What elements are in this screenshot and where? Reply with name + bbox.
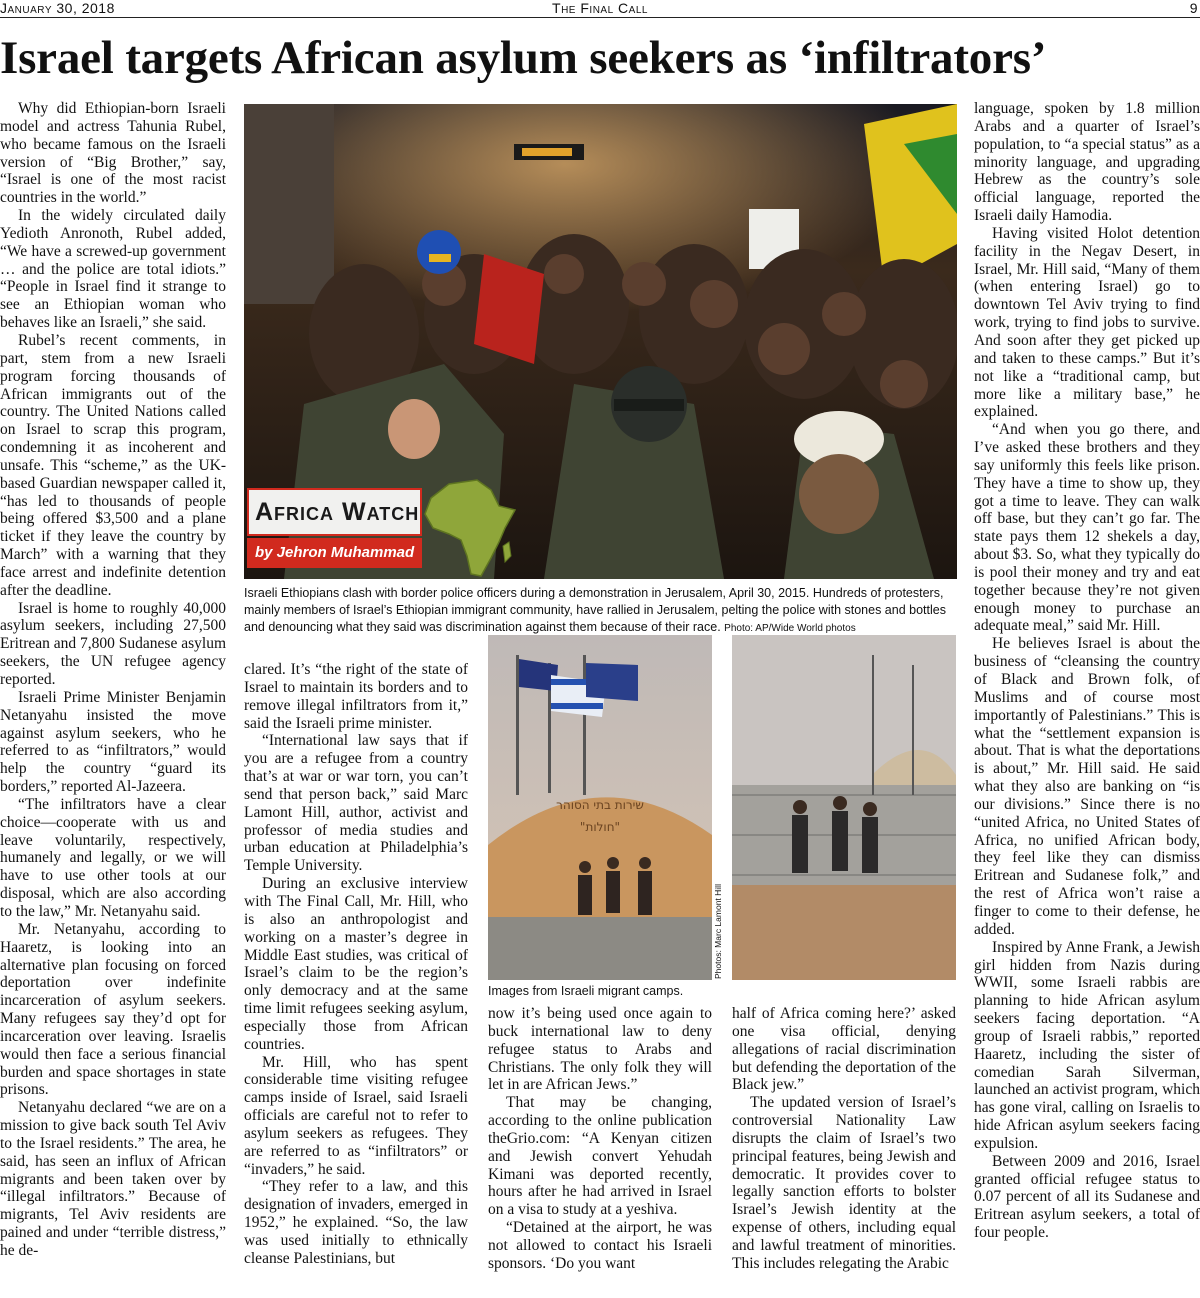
paragraph: Having visited Holot detention facility in the Negav Desert, in Israel, Mr. Hill said, “Many of them (when entering Israel) go to downtown Tel Aviv trying to find work, trying to find jobs to survive. And soon after they get picked up and taken to these camps.” But it’s not like a “traditional camp, but more like a military base,” he explained. [974,224,1200,421]
camp-photo-walkers [732,635,956,980]
article-column-4 [732,1005,956,1298]
folio-bar [0,0,1200,18]
publication-name: The Final Call [552,0,648,16]
issue-date: January 30, 2018 [0,0,115,16]
author-byline: by Jehron Muhammad [255,544,415,561]
paragraph: “They refer to a law, and this designation of invaders, emerged in 1952,” he explained. “So, the law was used initially to ethnically cleanse Palestinians, but [244,1178,468,1267]
camp-photo-credit-text: Photos: Marc Lamont Hill [713,884,723,979]
paragraph: In the widely circulated daily Yedioth Anronoth, Rubel added, “We have a screwed-up government … and the police are total idiots.” “People in Israel find it strange to see an Ethiopian woman who behaves like an Israeli,” she said. [0,207,226,332]
article-column-3 [488,1005,712,1298]
sign-line-2: "חולות" [579,820,621,834]
paragraph: clared. It’s “the right of the state of Israel to maintain its borders and to remove illegal infiltrators from it,” said the Israeli prime minister. [244,661,468,732]
camp-photos-caption: Images from Israeli migrant camps. [488,984,684,998]
paragraph: “The infiltrators have a clear choice—cooperate with us and leave voluntarily, respectively, humanely and legally, or we will have to use other tools at our disposal, which are also according to the law,” Mr. Netanyahu said. [0,795,226,920]
badge-title-panel [247,488,422,536]
article-column-2 [244,661,468,1298]
paragraph: He believes Israel is about the business of “cleansing the country of Black and Brown folk, of Muslims and of course most importantly of Palestinians.” This is what the “settlement expansion is about. That is what the deportations is about,” Mr. Hill said. He said what they also are banking on “is our divisions.” Since there is no “united Africa, no United States of Africa, no unified African body, they feel like they can dismiss Eritrean and Sudanese folk,” and the rest of Africa won’t raise a finger to come to their defense, he added. [974,635,1200,938]
badge-byline-panel [247,538,422,568]
camp-photo-walkers-illustration [732,635,956,980]
paragraph: Inspired by Anne Frank, a Jewish girl hidden from Nazis during WWII, some Israeli rabbis are planning to hide African asylum seekers facing deportation. “A group of Israeli rabbis,” reported Haaretz, including the sister of comedian Sarah Silverman, launched an activist program, which has gone viral, calling on Israelis to hide African asylum seekers facing expulsion. [974,938,1200,1152]
camp-photo-flags [488,635,712,980]
paragraph: now it’s being used once again to buck international law to deny refugee status to Arabs and Christians. The only folk they will let in are African Jews.” [488,1005,712,1094]
paragraph: Why did Ethiopian-born Israeli model and actress Tahunia Rubel, who became famous on the Israeli version of “Big Brother,” say, “Israel is one of the most racist countries in the world.” [0,100,226,207]
paragraph: language, spoken by 1.8 million Arabs and a quarter of Israel’s population, to “a special status” as a minority language, and upgrading Hebrew as the country’s sole official language, reported the Israeli daily Hamodia. [974,100,1200,225]
paragraph: “Detained at the airport, he was not allowed to contact his Israeli sponsors. ‘Do you want [488,1219,712,1272]
paragraph: That may be changing, according to the online publication theGrio.com: “A Kenyan citizen and Jewish convert Yehudah Kimani was deported recently, hours after he had arrived in Israel on a visa to study at a yeshiva. [488,1094,712,1219]
paragraph: Israeli Prime Minister Benjamin Netanyahu insisted the move against asylum seekers, who he referred to as “infiltrators,” would help the country “guard its borders,” reported Al-Jazeera. [0,688,226,796]
africa-map-icon [419,476,519,580]
camp-photo-credit [712,880,724,980]
paragraph: Mr. Netanyahu, according to Haaretz, is looking into an alternative plan focusing on forced deportation over indefinite incarceration of asylum seekers. Many refugees say they’d opt for incarceration over leaving. Israelis would then face a serious financial burden and space shortages in state prisons. [0,920,226,1099]
caption-text: Israeli Ethiopians clash with border police officers during a demonstration in Jerusalem, April 30, 2015. Hundreds of protesters, mainly members of Israel’s Ethiopian immigrant community, have rallied in Jerusalem, pelting the police with stones and bottles and denouncing what they said was discrimination against them because of their race. [244,586,946,634]
page-number: 9 [1189,0,1198,16]
paragraph: half of Africa coming here?’ asked one visa official, denying allegations of racial discrimination but defending the deportation of the Black jew.” [732,1005,956,1094]
badge-title: Africa Watch [255,498,420,526]
headline: Israel targets African asylum seekers as ‘infiltrators’ [0,32,1047,84]
paragraph: “And when you go there, and I’ve asked these brothers and they say uniformly this feels like prison. They have a time to show up, they got a time to leave. They can walk off base, but they can’t go far. The state pays them 12 shekels a day, about $3. So, what they typically do is pool their money and try and eat together because they’re not given enough money to purchase an adequate meal,” said Mr. Hill. [974,421,1200,635]
article-column-5 [974,100,1200,1298]
sign-line-1: שירות בתי הסוהר [556,798,644,812]
paragraph: Mr. Hill, who has spent considerable time visiting refugee camps inside of Israel, said Israeli officials are careful not to refer to asylum seekers as refugees. They are referred to as “infiltrators” or “invaders,” he said. [244,1053,468,1178]
photo-credit: Photo: AP/Wide World photos [724,623,856,634]
africa-watch-badge [247,488,517,578]
paragraph: “International law says that if you are a refugee from a country that’s at war or war torn, you can’t send that person back,” said Marc Lamont Hill, author, activist and professor of media studies and urban education at Philadelphia’s Temple University. [244,732,468,875]
paragraph: During an exclusive interview with The Final Call, Mr. Hill, who is also an anthropologist and working on a master’s degree in Middle East studies, was critical of Israel’s claim to be the region’s only democracy and at the same time limit refugees seeking asylum, especially those from African countries. [244,875,468,1053]
paragraph: Israel is home to roughly 40,000 asylum seekers, including 27,500 Eritrean and 7,800 Sudanese asylum seekers, the UN refugee agency reported. [0,599,226,688]
paragraph: The updated version of Israel’s controversial Nationality Law disrupts the claim of Israel’s two principal features, being Jewish and democratic. It provides cover to legally sanction efforts to bolster Israel’s Jewish identity at the expense of others, including equal and lawful treatment of minorities. This includes relegating the Arabic [732,1094,956,1272]
article-column-1 [0,100,226,1298]
paragraph: Between 2009 and 2016, Israel granted official refugee status to 0.07 percent of all its Sudanese and Eritrean asylum seekers, a total of four people. [974,1152,1200,1242]
camp-photo-flags-illustration [488,635,712,980]
main-photo-caption [244,585,957,637]
paragraph: Netanyahu declared “we are on a mission to give back south Tel Aviv to the Israel residents.” The area, he said, has seen an influx of African migrants and been taken over by “illegal infiltrators.” Because of migrants, Tel Aviv residents are pained and under “terrible distress,” he de- [0,1099,226,1259]
paragraph: Rubel’s recent comments, in part, stem from a new Israeli program forcing thousands of African immigrants out of the country. The United Nations called on Israel to scrap this program, condemning it as incoherent and unsafe. This “scheme,” as the UK-based Guardian newspaper called it, “has led to thousands of people being offered $3,500 and a plane ticket if they leave the country by March” with a warning that they face arrest and indefinite detention after the deadline. [0,331,226,599]
